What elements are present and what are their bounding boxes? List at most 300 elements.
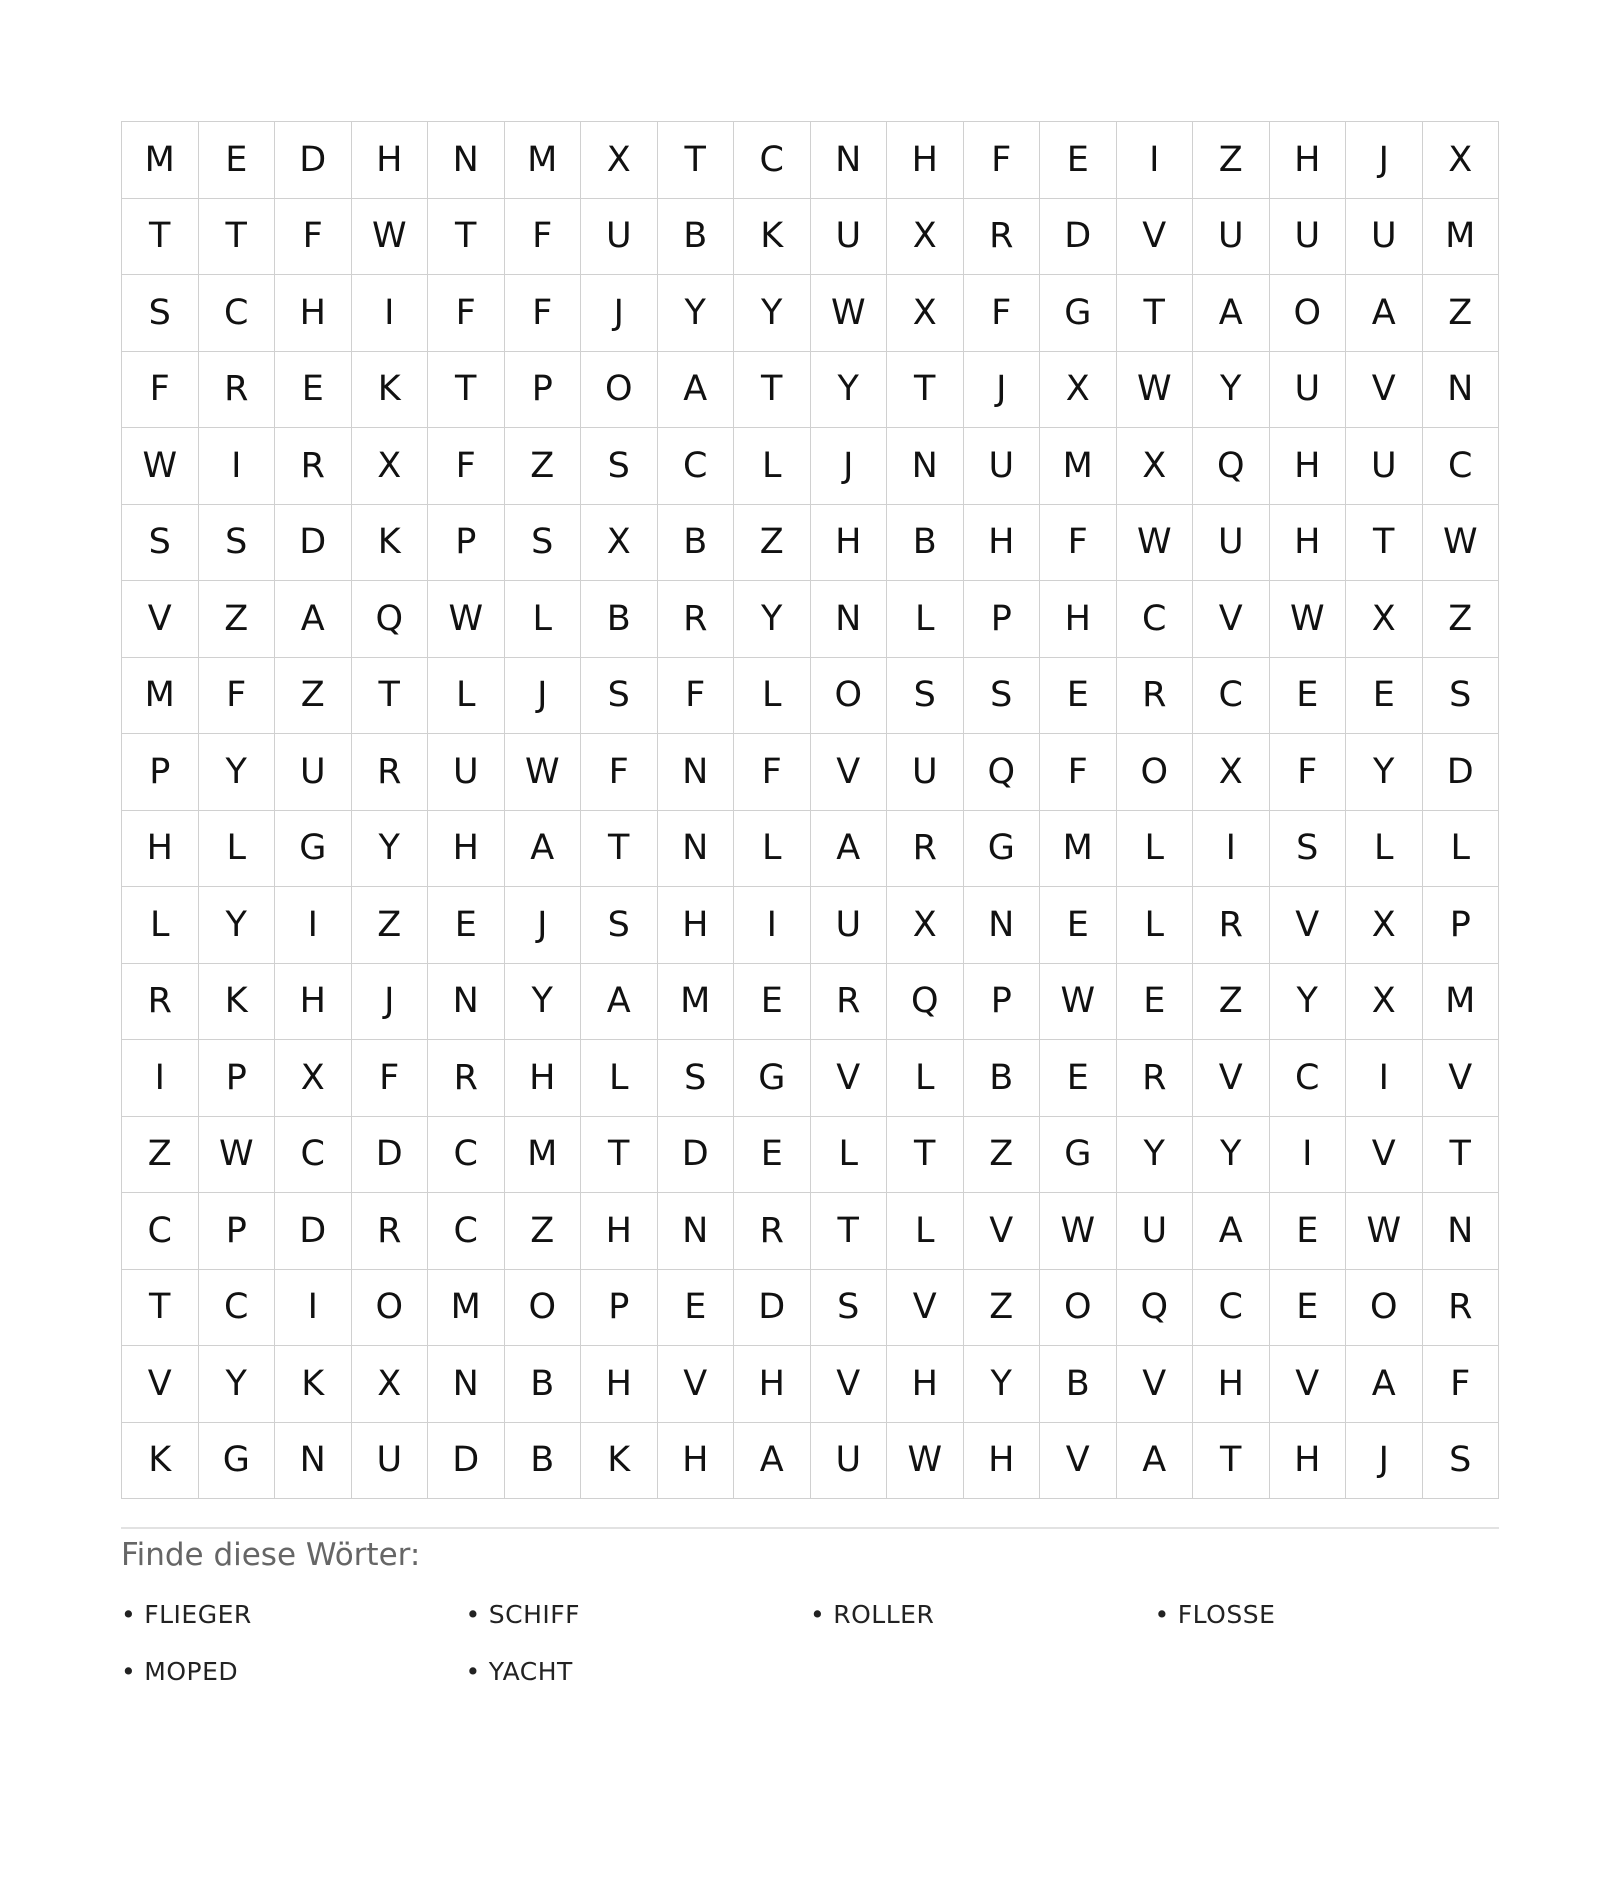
grid-cell[interactable]: H xyxy=(734,1346,811,1423)
grid-cell[interactable]: X xyxy=(887,199,964,276)
grid-cell[interactable]: H xyxy=(122,811,199,888)
grid-cell[interactable]: H xyxy=(887,122,964,199)
grid-cell[interactable]: K xyxy=(122,1423,199,1500)
grid-cell[interactable]: W xyxy=(1040,964,1117,1041)
grid-cell[interactable]: T xyxy=(1117,275,1194,352)
grid-cell[interactable]: C xyxy=(428,1117,505,1194)
grid-cell[interactable]: S xyxy=(811,1270,888,1347)
grid-cell[interactable]: V xyxy=(811,1346,888,1423)
grid-cell[interactable]: S xyxy=(658,1040,735,1117)
grid-cell[interactable]: F xyxy=(1040,505,1117,582)
grid-cell[interactable]: X xyxy=(887,887,964,964)
grid-cell[interactable]: H xyxy=(887,1346,964,1423)
grid-cell[interactable]: X xyxy=(1346,581,1423,658)
grid-cell[interactable]: A xyxy=(581,964,658,1041)
grid-cell[interactable]: L xyxy=(734,428,811,505)
grid-cell[interactable]: S xyxy=(887,658,964,735)
grid-cell[interactable]: V xyxy=(1270,1346,1347,1423)
grid-cell[interactable]: S xyxy=(581,658,658,735)
grid-cell[interactable]: R xyxy=(352,1193,429,1270)
grid-cell[interactable]: Y xyxy=(199,734,276,811)
grid-cell[interactable]: Y xyxy=(1270,964,1347,1041)
grid-cell[interactable]: F xyxy=(1040,734,1117,811)
grid-cell[interactable]: T xyxy=(428,352,505,429)
grid-cell[interactable]: R xyxy=(275,428,352,505)
grid-cell[interactable]: B xyxy=(887,505,964,582)
grid-cell[interactable]: D xyxy=(658,1117,735,1194)
grid-cell[interactable]: T xyxy=(1193,1423,1270,1500)
grid-cell[interactable]: R xyxy=(199,352,276,429)
grid-cell[interactable]: P xyxy=(199,1193,276,1270)
grid-cell[interactable]: Z xyxy=(1193,964,1270,1041)
grid-cell[interactable]: M xyxy=(658,964,735,1041)
grid-cell[interactable]: X xyxy=(1346,887,1423,964)
grid-cell[interactable]: T xyxy=(811,1193,888,1270)
grid-cell[interactable]: M xyxy=(1040,428,1117,505)
grid-cell[interactable]: Q xyxy=(352,581,429,658)
grid-cell[interactable]: Z xyxy=(505,428,582,505)
grid-cell[interactable]: W xyxy=(1117,352,1194,429)
grid-cell[interactable]: T xyxy=(199,199,276,276)
grid-cell[interactable]: L xyxy=(122,887,199,964)
grid-cell[interactable]: S xyxy=(122,505,199,582)
grid-cell[interactable]: B xyxy=(505,1346,582,1423)
grid-cell[interactable]: U xyxy=(352,1423,429,1500)
grid-cell[interactable]: C xyxy=(199,275,276,352)
grid-cell[interactable]: P xyxy=(505,352,582,429)
grid-cell[interactable]: A xyxy=(1117,1423,1194,1500)
grid-cell[interactable]: V xyxy=(1117,199,1194,276)
grid-cell[interactable]: O xyxy=(1117,734,1194,811)
grid-cell[interactable]: T xyxy=(428,199,505,276)
grid-cell[interactable]: C xyxy=(122,1193,199,1270)
grid-cell[interactable]: I xyxy=(1193,811,1270,888)
grid-cell[interactable]: P xyxy=(428,505,505,582)
grid-cell[interactable]: V xyxy=(1193,1040,1270,1117)
grid-cell[interactable]: I xyxy=(1346,1040,1423,1117)
grid-cell[interactable]: A xyxy=(658,352,735,429)
grid-cell[interactable]: C xyxy=(1193,658,1270,735)
grid-cell[interactable]: F xyxy=(1270,734,1347,811)
grid-cell[interactable]: N xyxy=(811,581,888,658)
grid-cell[interactable]: A xyxy=(1346,275,1423,352)
grid-cell[interactable]: H xyxy=(1270,428,1347,505)
grid-cell[interactable]: U xyxy=(1346,199,1423,276)
grid-cell[interactable]: N xyxy=(964,887,1041,964)
grid-cell[interactable]: I xyxy=(199,428,276,505)
grid-cell[interactable]: T xyxy=(581,1117,658,1194)
grid-cell[interactable]: Q xyxy=(964,734,1041,811)
grid-cell[interactable]: Z xyxy=(1423,275,1500,352)
grid-cell[interactable]: Z xyxy=(1193,122,1270,199)
grid-cell[interactable]: A xyxy=(811,811,888,888)
grid-cell[interactable]: K xyxy=(352,505,429,582)
grid-cell[interactable]: V xyxy=(1346,1117,1423,1194)
grid-cell[interactable]: G xyxy=(734,1040,811,1117)
grid-cell[interactable]: W xyxy=(505,734,582,811)
grid-cell[interactable]: Y xyxy=(1117,1117,1194,1194)
grid-cell[interactable]: U xyxy=(428,734,505,811)
grid-cell[interactable]: J xyxy=(1346,1423,1423,1500)
grid-cell[interactable]: F xyxy=(1423,1346,1500,1423)
grid-cell[interactable]: Z xyxy=(122,1117,199,1194)
grid-cell[interactable]: N xyxy=(1423,352,1500,429)
grid-cell[interactable]: K xyxy=(352,352,429,429)
grid-cell[interactable]: J xyxy=(505,887,582,964)
grid-cell[interactable]: Q xyxy=(887,964,964,1041)
grid-cell[interactable]: U xyxy=(1117,1193,1194,1270)
grid-cell[interactable]: U xyxy=(811,1423,888,1500)
grid-cell[interactable]: V xyxy=(1423,1040,1500,1117)
grid-cell[interactable]: X xyxy=(1193,734,1270,811)
grid-cell[interactable]: W xyxy=(811,275,888,352)
grid-cell[interactable]: X xyxy=(1346,964,1423,1041)
grid-cell[interactable]: U xyxy=(964,428,1041,505)
grid-cell[interactable]: T xyxy=(658,122,735,199)
grid-cell[interactable]: W xyxy=(887,1423,964,1500)
grid-cell[interactable]: L xyxy=(581,1040,658,1117)
grid-cell[interactable]: E xyxy=(1270,1270,1347,1347)
grid-cell[interactable]: Z xyxy=(352,887,429,964)
grid-cell[interactable]: C xyxy=(199,1270,276,1347)
grid-cell[interactable]: V xyxy=(1117,1346,1194,1423)
grid-cell[interactable]: J xyxy=(964,352,1041,429)
grid-cell[interactable]: E xyxy=(658,1270,735,1347)
grid-cell[interactable]: L xyxy=(887,581,964,658)
grid-cell[interactable]: N xyxy=(658,811,735,888)
grid-cell[interactable]: U xyxy=(1270,352,1347,429)
grid-cell[interactable]: A xyxy=(1346,1346,1423,1423)
grid-cell[interactable]: D xyxy=(428,1423,505,1500)
grid-cell[interactable]: F xyxy=(658,658,735,735)
grid-cell[interactable]: Z xyxy=(505,1193,582,1270)
grid-cell[interactable]: F xyxy=(964,275,1041,352)
grid-cell[interactable]: W xyxy=(1117,505,1194,582)
grid-cell[interactable]: F xyxy=(734,734,811,811)
grid-cell[interactable]: Y xyxy=(1346,734,1423,811)
grid-cell[interactable]: P xyxy=(581,1270,658,1347)
grid-cell[interactable]: I xyxy=(275,887,352,964)
grid-cell[interactable]: W xyxy=(1270,581,1347,658)
grid-cell[interactable]: L xyxy=(734,658,811,735)
grid-cell[interactable]: L xyxy=(199,811,276,888)
grid-cell[interactable]: T xyxy=(122,199,199,276)
grid-cell[interactable]: L xyxy=(1117,811,1194,888)
grid-cell[interactable]: Y xyxy=(352,811,429,888)
grid-cell[interactable]: B xyxy=(658,505,735,582)
grid-cell[interactable]: H xyxy=(1040,581,1117,658)
grid-cell[interactable]: O xyxy=(1346,1270,1423,1347)
grid-cell[interactable]: I xyxy=(275,1270,352,1347)
grid-cell[interactable]: R xyxy=(1117,658,1194,735)
grid-cell[interactable]: U xyxy=(1193,505,1270,582)
grid-cell[interactable]: P xyxy=(964,964,1041,1041)
grid-cell[interactable]: F xyxy=(122,352,199,429)
grid-cell[interactable]: F xyxy=(505,199,582,276)
grid-cell[interactable]: N xyxy=(658,734,735,811)
grid-cell[interactable]: X xyxy=(1040,352,1117,429)
grid-cell[interactable]: P xyxy=(199,1040,276,1117)
grid-cell[interactable]: L xyxy=(1117,887,1194,964)
grid-cell[interactable]: D xyxy=(734,1270,811,1347)
grid-cell[interactable]: N xyxy=(658,1193,735,1270)
grid-cell[interactable]: M xyxy=(1040,811,1117,888)
grid-cell[interactable]: M xyxy=(505,122,582,199)
grid-cell[interactable]: R xyxy=(658,581,735,658)
grid-cell[interactable]: R xyxy=(122,964,199,1041)
grid-cell[interactable]: D xyxy=(275,505,352,582)
grid-cell[interactable]: A xyxy=(275,581,352,658)
grid-cell[interactable]: E xyxy=(1270,658,1347,735)
grid-cell[interactable]: J xyxy=(352,964,429,1041)
grid-cell[interactable]: T xyxy=(1423,1117,1500,1194)
grid-cell[interactable]: H xyxy=(581,1193,658,1270)
grid-cell[interactable]: U xyxy=(1346,428,1423,505)
grid-cell[interactable]: Q xyxy=(1117,1270,1194,1347)
grid-cell[interactable]: E xyxy=(1117,964,1194,1041)
grid-cell[interactable]: R xyxy=(1117,1040,1194,1117)
grid-cell[interactable]: F xyxy=(505,275,582,352)
grid-cell[interactable]: H xyxy=(505,1040,582,1117)
grid-cell[interactable]: V xyxy=(811,1040,888,1117)
grid-cell[interactable]: X xyxy=(887,275,964,352)
grid-cell[interactable]: F xyxy=(581,734,658,811)
grid-cell[interactable]: R xyxy=(887,811,964,888)
grid-cell[interactable]: I xyxy=(734,887,811,964)
grid-cell[interactable]: O xyxy=(1040,1270,1117,1347)
grid-cell[interactable]: T xyxy=(887,1117,964,1194)
grid-cell[interactable]: E xyxy=(1346,658,1423,735)
grid-cell[interactable]: B xyxy=(658,199,735,276)
grid-cell[interactable]: S xyxy=(505,505,582,582)
grid-cell[interactable]: O xyxy=(1270,275,1347,352)
grid-cell[interactable]: Z xyxy=(1423,581,1500,658)
grid-cell[interactable]: Y xyxy=(199,1346,276,1423)
grid-cell[interactable]: Y xyxy=(658,275,735,352)
grid-cell[interactable]: Z xyxy=(275,658,352,735)
grid-cell[interactable]: L xyxy=(734,811,811,888)
grid-cell[interactable]: K xyxy=(275,1346,352,1423)
grid-cell[interactable]: T xyxy=(1346,505,1423,582)
grid-cell[interactable]: T xyxy=(887,352,964,429)
grid-cell[interactable]: X xyxy=(1117,428,1194,505)
grid-cell[interactable]: R xyxy=(352,734,429,811)
grid-cell[interactable]: Y xyxy=(1193,352,1270,429)
grid-cell[interactable]: G xyxy=(1040,1117,1117,1194)
grid-cell[interactable]: J xyxy=(1346,122,1423,199)
grid-cell[interactable]: C xyxy=(428,1193,505,1270)
grid-cell[interactable]: F xyxy=(428,428,505,505)
grid-cell[interactable]: W xyxy=(199,1117,276,1194)
grid-cell[interactable]: L xyxy=(505,581,582,658)
grid-cell[interactable]: W xyxy=(1346,1193,1423,1270)
grid-cell[interactable]: I xyxy=(122,1040,199,1117)
grid-cell[interactable]: G xyxy=(1040,275,1117,352)
grid-cell[interactable]: T xyxy=(581,811,658,888)
grid-cell[interactable]: E xyxy=(1270,1193,1347,1270)
grid-cell[interactable]: V xyxy=(122,581,199,658)
grid-cell[interactable]: J xyxy=(811,428,888,505)
grid-cell[interactable]: V xyxy=(887,1270,964,1347)
grid-cell[interactable]: L xyxy=(1346,811,1423,888)
grid-cell[interactable]: F xyxy=(428,275,505,352)
grid-cell[interactable]: P xyxy=(964,581,1041,658)
grid-cell[interactable]: E xyxy=(1040,887,1117,964)
grid-cell[interactable]: W xyxy=(1040,1193,1117,1270)
grid-cell[interactable]: K xyxy=(581,1423,658,1500)
grid-cell[interactable]: H xyxy=(1193,1346,1270,1423)
grid-cell[interactable]: H xyxy=(811,505,888,582)
grid-cell[interactable]: C xyxy=(658,428,735,505)
grid-cell[interactable]: F xyxy=(275,199,352,276)
grid-cell[interactable]: Y xyxy=(199,887,276,964)
grid-cell[interactable]: G xyxy=(964,811,1041,888)
grid-cell[interactable]: W xyxy=(122,428,199,505)
grid-cell[interactable]: S xyxy=(581,428,658,505)
grid-cell[interactable]: S xyxy=(581,887,658,964)
grid-cell[interactable]: M xyxy=(505,1117,582,1194)
grid-cell[interactable]: K xyxy=(734,199,811,276)
grid-cell[interactable]: V xyxy=(1270,887,1347,964)
grid-cell[interactable]: R xyxy=(1193,887,1270,964)
grid-cell[interactable]: U xyxy=(811,199,888,276)
grid-cell[interactable]: H xyxy=(1270,1423,1347,1500)
grid-cell[interactable]: K xyxy=(199,964,276,1041)
grid-cell[interactable]: R xyxy=(734,1193,811,1270)
grid-cell[interactable]: H xyxy=(352,122,429,199)
grid-cell[interactable]: X xyxy=(1423,122,1500,199)
grid-cell[interactable]: H xyxy=(658,887,735,964)
grid-cell[interactable]: T xyxy=(352,658,429,735)
grid-cell[interactable]: S xyxy=(1270,811,1347,888)
grid-cell[interactable]: F xyxy=(964,122,1041,199)
grid-cell[interactable]: L xyxy=(887,1193,964,1270)
grid-cell[interactable]: M xyxy=(122,658,199,735)
grid-cell[interactable]: N xyxy=(887,428,964,505)
grid-cell[interactable]: P xyxy=(122,734,199,811)
grid-cell[interactable]: W xyxy=(352,199,429,276)
grid-cell[interactable]: C xyxy=(1270,1040,1347,1117)
grid-cell[interactable]: O xyxy=(811,658,888,735)
grid-cell[interactable]: T xyxy=(122,1270,199,1347)
grid-cell[interactable]: X xyxy=(352,1346,429,1423)
grid-cell[interactable]: C xyxy=(1117,581,1194,658)
grid-cell[interactable]: F xyxy=(199,658,276,735)
grid-cell[interactable]: H xyxy=(428,811,505,888)
grid-cell[interactable]: U xyxy=(581,199,658,276)
grid-cell[interactable]: V xyxy=(658,1346,735,1423)
grid-cell[interactable]: I xyxy=(352,275,429,352)
grid-cell[interactable]: C xyxy=(1193,1270,1270,1347)
grid-cell[interactable]: C xyxy=(734,122,811,199)
grid-cell[interactable]: R xyxy=(428,1040,505,1117)
grid-cell[interactable]: A xyxy=(505,811,582,888)
grid-cell[interactable]: D xyxy=(275,1193,352,1270)
grid-cell[interactable]: Y xyxy=(505,964,582,1041)
grid-cell[interactable]: V xyxy=(1040,1423,1117,1500)
grid-cell[interactable]: E xyxy=(734,1117,811,1194)
grid-cell[interactable]: I xyxy=(1117,122,1194,199)
grid-cell[interactable]: W xyxy=(1423,505,1500,582)
grid-cell[interactable]: V xyxy=(122,1346,199,1423)
grid-cell[interactable]: L xyxy=(811,1117,888,1194)
grid-cell[interactable]: G xyxy=(199,1423,276,1500)
grid-cell[interactable]: U xyxy=(887,734,964,811)
grid-cell[interactable]: X xyxy=(275,1040,352,1117)
grid-cell[interactable]: N xyxy=(1423,1193,1500,1270)
grid-cell[interactable]: Y xyxy=(1193,1117,1270,1194)
grid-cell[interactable]: H xyxy=(658,1423,735,1500)
grid-cell[interactable]: T xyxy=(734,352,811,429)
grid-cell[interactable]: N xyxy=(275,1423,352,1500)
grid-cell[interactable]: F xyxy=(352,1040,429,1117)
grid-cell[interactable]: S xyxy=(964,658,1041,735)
grid-cell[interactable]: N xyxy=(811,122,888,199)
grid-cell[interactable]: L xyxy=(428,658,505,735)
grid-cell[interactable]: N xyxy=(428,964,505,1041)
grid-cell[interactable]: A xyxy=(1193,275,1270,352)
grid-cell[interactable]: D xyxy=(1423,734,1500,811)
grid-cell[interactable]: N xyxy=(428,122,505,199)
grid-cell[interactable]: M xyxy=(1423,199,1500,276)
grid-cell[interactable]: O xyxy=(505,1270,582,1347)
grid-cell[interactable]: J xyxy=(505,658,582,735)
grid-cell[interactable]: S xyxy=(122,275,199,352)
grid-cell[interactable]: E xyxy=(275,352,352,429)
grid-cell[interactable]: H xyxy=(964,1423,1041,1500)
grid-cell[interactable]: E xyxy=(1040,658,1117,735)
grid-cell[interactable]: U xyxy=(275,734,352,811)
grid-cell[interactable]: H xyxy=(275,964,352,1041)
grid-cell[interactable]: H xyxy=(1270,505,1347,582)
grid-cell[interactable]: C xyxy=(275,1117,352,1194)
grid-cell[interactable]: E xyxy=(1040,1040,1117,1117)
grid-cell[interactable]: A xyxy=(1193,1193,1270,1270)
grid-cell[interactable]: Z xyxy=(199,581,276,658)
grid-cell[interactable]: V xyxy=(1193,581,1270,658)
grid-cell[interactable]: S xyxy=(1423,658,1500,735)
grid-cell[interactable]: U xyxy=(811,887,888,964)
grid-cell[interactable]: M xyxy=(122,122,199,199)
grid-cell[interactable]: X xyxy=(581,122,658,199)
grid-cell[interactable]: H xyxy=(581,1346,658,1423)
grid-cell[interactable]: L xyxy=(887,1040,964,1117)
grid-cell[interactable]: U xyxy=(1270,199,1347,276)
grid-cell[interactable]: J xyxy=(581,275,658,352)
grid-cell[interactable]: Z xyxy=(964,1270,1041,1347)
grid-cell[interactable]: H xyxy=(275,275,352,352)
grid-cell[interactable]: O xyxy=(352,1270,429,1347)
grid-cell[interactable]: Z xyxy=(734,505,811,582)
grid-cell[interactable]: R xyxy=(964,199,1041,276)
grid-cell[interactable]: E xyxy=(428,887,505,964)
grid-cell[interactable]: P xyxy=(1423,887,1500,964)
grid-cell[interactable]: A xyxy=(734,1423,811,1500)
grid-cell[interactable]: H xyxy=(964,505,1041,582)
grid-cell[interactable]: X xyxy=(581,505,658,582)
grid-cell[interactable]: Q xyxy=(1193,428,1270,505)
grid-cell[interactable]: U xyxy=(1193,199,1270,276)
grid-cell[interactable]: H xyxy=(1270,122,1347,199)
grid-cell[interactable]: M xyxy=(428,1270,505,1347)
grid-cell[interactable]: D xyxy=(352,1117,429,1194)
grid-cell[interactable]: V xyxy=(964,1193,1041,1270)
grid-cell[interactable]: O xyxy=(581,352,658,429)
grid-cell[interactable]: R xyxy=(1423,1270,1500,1347)
grid-cell[interactable]: Y xyxy=(734,275,811,352)
grid-cell[interactable]: G xyxy=(275,811,352,888)
grid-cell[interactable]: S xyxy=(1423,1423,1500,1500)
